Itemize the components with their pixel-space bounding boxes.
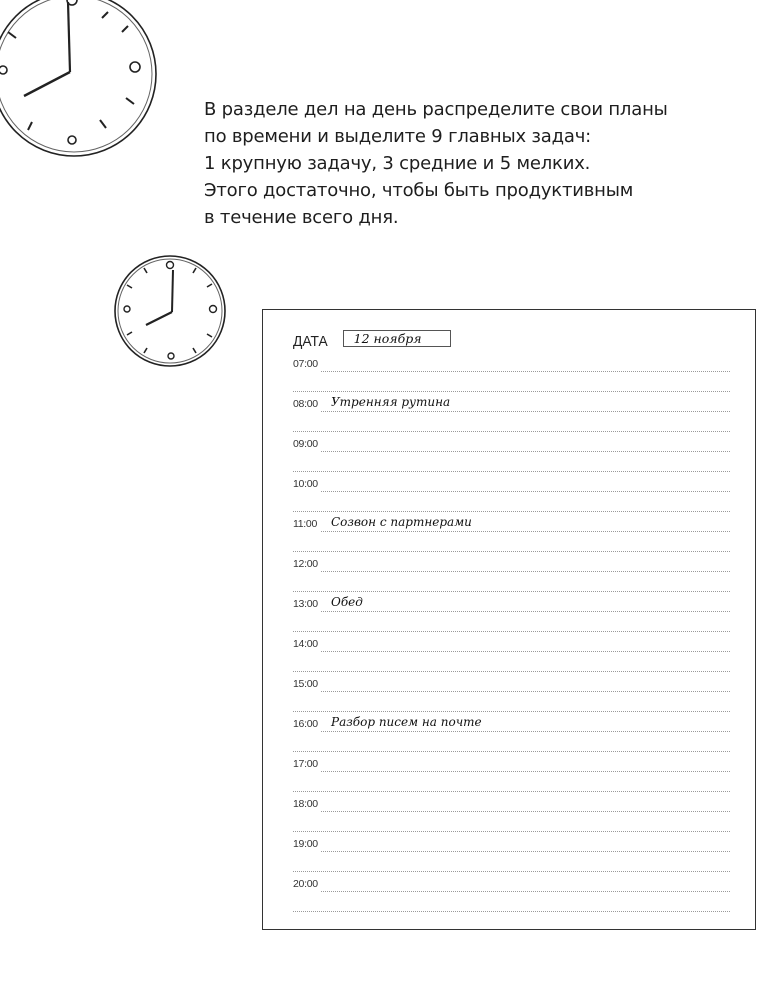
writing-line (293, 431, 730, 432)
slot-time: 11:00 (293, 518, 317, 530)
hour-slot[interactable] (293, 438, 730, 478)
hour-slots (293, 358, 730, 918)
writing-line (293, 911, 730, 912)
writing-line (293, 791, 730, 792)
writing-line (321, 851, 730, 852)
intro-line: в течение всего дня. (204, 207, 399, 228)
slot-task: Разбор писем на почте (331, 715, 482, 729)
slot-time: 16:00 (293, 718, 318, 730)
writing-line (293, 391, 730, 392)
slot-time: 09:00 (293, 438, 318, 450)
writing-line (293, 631, 730, 632)
hour-slot[interactable] (293, 358, 730, 398)
writing-line (293, 871, 730, 872)
writing-line (321, 811, 730, 812)
hour-slot[interactable] (293, 678, 730, 718)
wall-clock-icon (110, 252, 230, 370)
writing-line (321, 611, 730, 612)
writing-line (321, 491, 730, 492)
writing-line (293, 831, 730, 832)
writing-line (321, 411, 730, 412)
writing-line (293, 671, 730, 672)
slot-time: 07:00 (293, 358, 318, 370)
hour-slot[interactable] (293, 878, 730, 918)
hour-slot[interactable] (293, 478, 730, 518)
hour-slot[interactable] (293, 558, 730, 598)
hour-slot[interactable] (293, 758, 730, 798)
hour-slot[interactable] (293, 395, 730, 438)
hour-slot[interactable] (293, 595, 730, 638)
writing-line (321, 651, 730, 652)
writing-line (293, 471, 730, 472)
slot-time: 15:00 (293, 678, 318, 690)
slot-time: 19:00 (293, 838, 318, 850)
writing-line (321, 691, 730, 692)
slot-task: Утренняя рутина (331, 395, 451, 409)
intro-line: В разделе дел на день распределите свои планы (204, 99, 668, 120)
slot-time: 13:00 (293, 598, 318, 610)
slot-time: 10:00 (293, 478, 318, 490)
date-label: ДАТА (293, 333, 328, 350)
writing-line (293, 551, 730, 552)
writing-line (321, 571, 730, 572)
writing-line (293, 711, 730, 712)
slot-time: 14:00 (293, 638, 318, 650)
writing-line (321, 731, 730, 732)
wall-clock-icon (0, 0, 160, 160)
writing-line (321, 531, 730, 532)
writing-line (321, 771, 730, 772)
slot-task: Созвон с партнерами (331, 515, 472, 529)
writing-line (293, 751, 730, 752)
slot-time: 18:00 (293, 798, 318, 810)
daily-planner (262, 309, 756, 930)
intro-text (204, 96, 724, 231)
slot-time: 17:00 (293, 758, 318, 770)
intro-line: Этого достаточно, чтобы быть продуктивным (204, 180, 634, 201)
hour-slot[interactable] (293, 515, 730, 558)
slot-time: 20:00 (293, 878, 318, 890)
intro-line: 1 крупную задачу, 3 средние и 5 мелких. (204, 153, 591, 174)
writing-line (321, 371, 730, 372)
slot-time: 12:00 (293, 558, 318, 570)
date-row (293, 330, 451, 350)
slot-time: 08:00 (293, 398, 318, 410)
writing-line (293, 511, 730, 512)
intro-line: по времени и выделите 9 главных задач: (204, 126, 592, 147)
writing-line (321, 891, 730, 892)
hour-slot[interactable] (293, 838, 730, 878)
writing-line (293, 591, 730, 592)
hour-slot[interactable] (293, 798, 730, 838)
writing-line (321, 451, 730, 452)
date-field[interactable]: 12 ноября (343, 330, 451, 347)
slot-task: Обед (331, 595, 363, 609)
hour-slot[interactable] (293, 715, 730, 758)
hour-slot[interactable] (293, 638, 730, 678)
